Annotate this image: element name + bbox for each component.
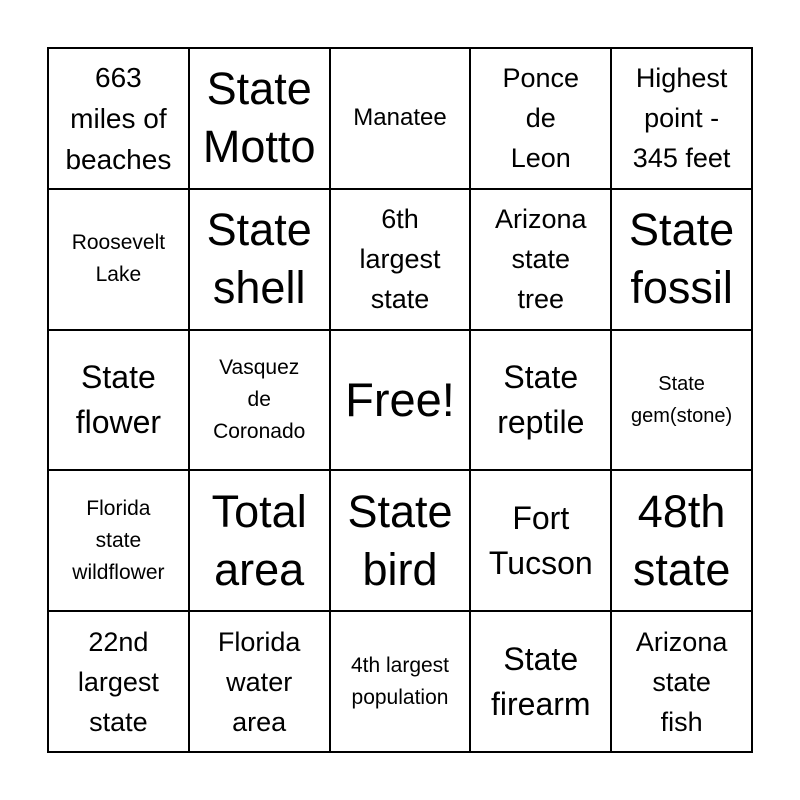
cell-label: Free! <box>345 373 455 427</box>
bingo-cell-r3c4[interactable] <box>470 330 611 471</box>
bingo-cell-r4c3[interactable] <box>330 470 471 611</box>
cell-label: Arizona state tree <box>495 204 587 315</box>
bingo-cell-r4c1[interactable] <box>48 470 189 611</box>
bingo-cell-r1c2[interactable] <box>189 48 330 189</box>
bingo-cell-r3c2[interactable] <box>189 330 330 471</box>
bingo-cell-r2c3[interactable] <box>330 189 471 330</box>
cell-label: State fossil <box>629 204 735 314</box>
cell-label: State Motto <box>202 63 316 173</box>
cell-label: State shell <box>206 204 312 314</box>
cell-label: 22nd largest state <box>77 626 159 737</box>
cell-label: Roosevelt Lake <box>71 231 166 287</box>
bingo-cell-r3c3[interactable] <box>330 330 471 471</box>
cell-label: State firearm <box>491 640 591 722</box>
bingo-cell-r2c1[interactable] <box>48 189 189 330</box>
cell-label: Total area <box>211 485 307 595</box>
cell-label: Fort Tucson <box>488 499 593 581</box>
bingo-cell-r2c2[interactable] <box>189 189 330 330</box>
bingo-cell-r5c2[interactable] <box>189 611 330 752</box>
cell-label: 663 miles of beaches <box>65 61 172 175</box>
bingo-cell-r4c2[interactable] <box>189 470 330 611</box>
bingo-cell-r3c1[interactable] <box>48 330 189 471</box>
bingo-cell-r5c5[interactable] <box>611 611 752 752</box>
cell-label: State reptile <box>497 358 585 440</box>
cell-label: Ponce de Leon <box>502 63 580 174</box>
cell-label: Highest point - 345 feet <box>632 63 731 174</box>
bingo-cell-r4c4[interactable] <box>470 470 611 611</box>
bingo-cell-r2c4[interactable] <box>470 189 611 330</box>
bingo-cell-r4c5[interactable] <box>611 470 752 611</box>
cell-label: 48th state <box>632 485 731 595</box>
bingo-cell-r1c3[interactable] <box>330 48 471 189</box>
bingo-cell-r5c4[interactable] <box>470 611 611 752</box>
bingo-cell-r1c5[interactable] <box>611 48 752 189</box>
bingo-cell-r1c1[interactable] <box>48 48 189 189</box>
cell-label: Florida state wildflower <box>72 496 165 584</box>
bingo-cell-r3c5[interactable] <box>611 330 752 471</box>
bingo-cell-r5c3[interactable] <box>330 611 471 752</box>
cell-label: Florida water area <box>217 626 301 737</box>
cell-label: 4th largest population <box>350 653 450 709</box>
cell-label: Arizona state fish <box>635 626 728 737</box>
bingo-cell-r1c4[interactable] <box>470 48 611 189</box>
bingo-board <box>47 47 753 753</box>
cell-label: State flower <box>75 358 162 440</box>
bingo-cell-r2c5[interactable] <box>611 189 752 330</box>
cell-label: Vasquez de Coronado <box>213 355 306 443</box>
bingo-cell-r5c1[interactable] <box>48 611 189 752</box>
cell-label: 6th largest state <box>359 204 441 315</box>
cell-label: State gem(stone) <box>631 372 733 427</box>
cell-label: Manatee <box>353 104 447 132</box>
cell-label: State bird <box>347 485 453 595</box>
